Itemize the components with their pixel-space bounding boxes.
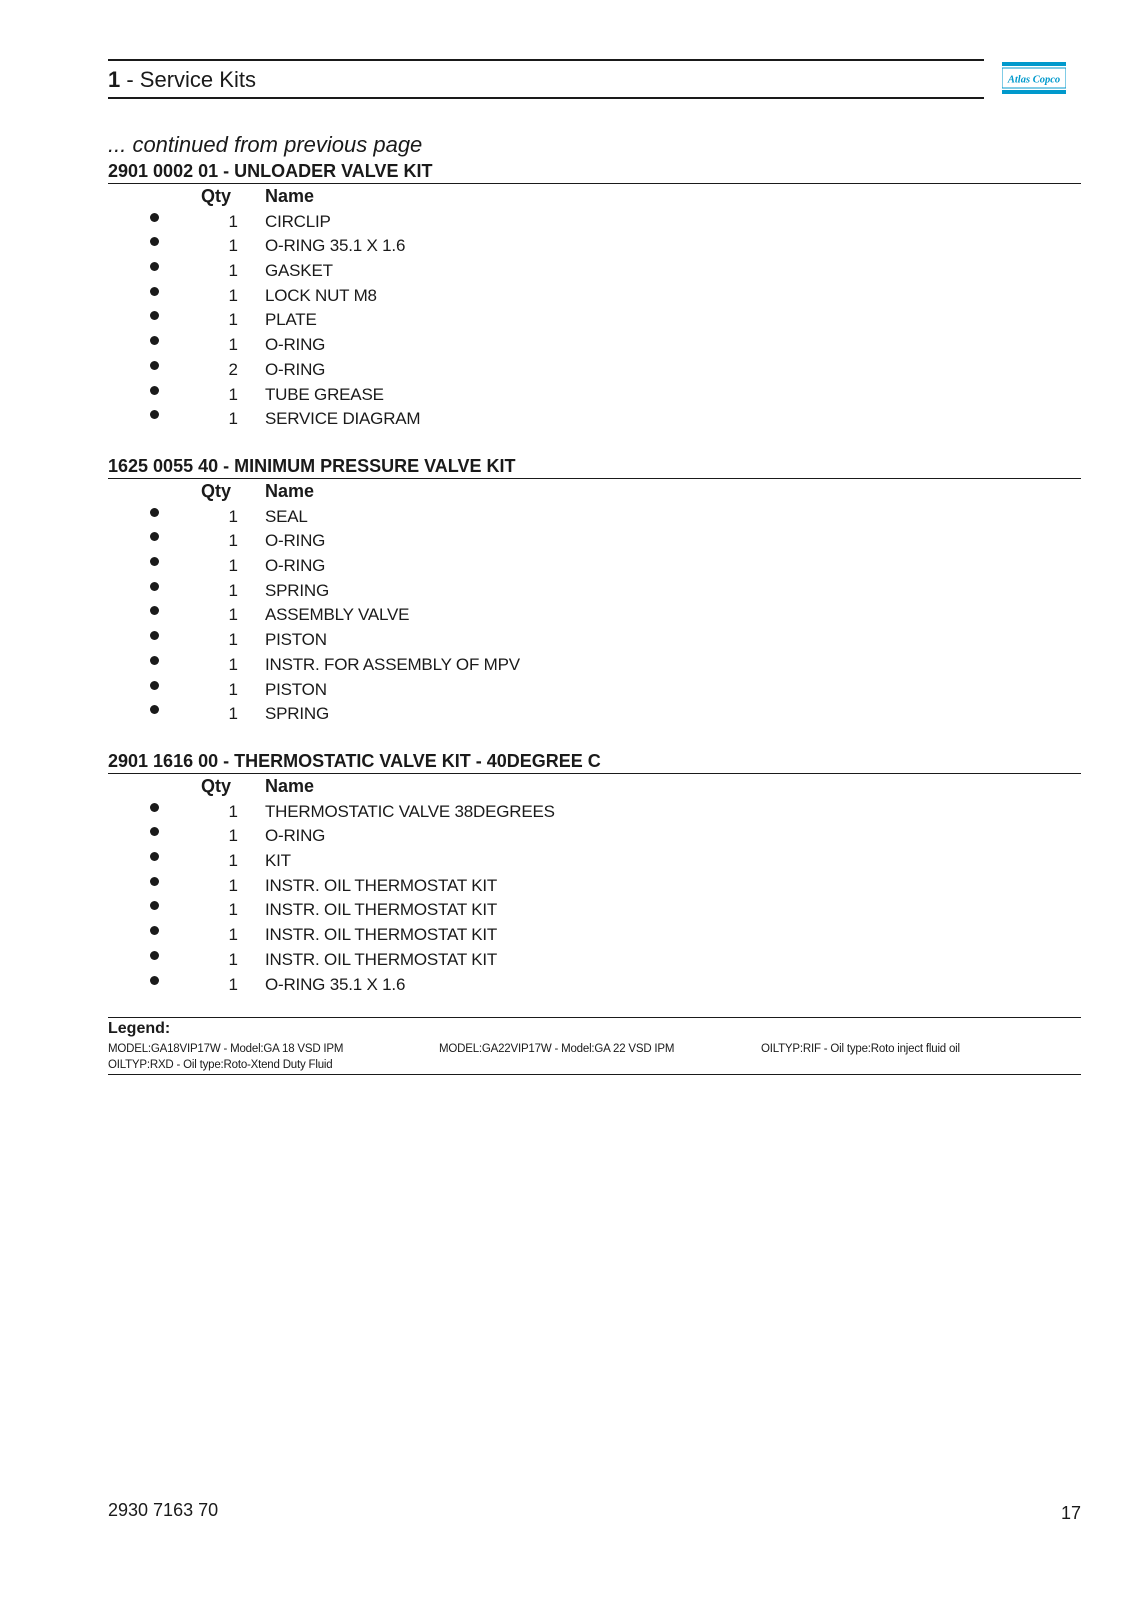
- bullet-icon: [150, 877, 159, 886]
- kit-item-row: [108, 823, 1081, 848]
- bullet-icon: [150, 951, 159, 960]
- document-number: 2930 7163 70: [108, 1500, 219, 1520]
- legend-entry: OILTYP:RIF - Oil type:Roto inject fluid oil: [761, 1043, 960, 1055]
- bullet-icon: [150, 410, 159, 419]
- kit-item-row: [108, 357, 1081, 382]
- kit-title: 2901 0002 01 - UNLOADER VALVE KIT: [108, 159, 1081, 184]
- kit-item-row: [108, 258, 1081, 283]
- column-header: [108, 184, 1081, 209]
- bullet-icon: [150, 361, 159, 370]
- item-qty: 1: [228, 925, 238, 945]
- kit-section: [108, 749, 1081, 996]
- item-qty: 1: [228, 531, 238, 551]
- kit-item-row: [108, 848, 1081, 873]
- kit-item-row: [108, 922, 1081, 947]
- page-number: 17: [1060, 1503, 1081, 1523]
- kit-item-row: [108, 209, 1081, 234]
- qty-column-header: Qty: [201, 481, 232, 501]
- kit-item-row: [108, 553, 1081, 578]
- bullet-icon: [150, 582, 159, 591]
- column-header: [108, 774, 1081, 799]
- item-qty: 1: [228, 384, 238, 404]
- kit-item-row: [108, 528, 1081, 553]
- item-name: INSTR. OIL THERMOSTAT KIT: [265, 949, 498, 969]
- item-name: INSTR. OIL THERMOSTAT KIT: [265, 875, 498, 895]
- item-qty: 2: [228, 359, 238, 379]
- bullet-icon: [150, 262, 159, 271]
- item-qty: 1: [228, 605, 238, 625]
- item-qty: 1: [228, 310, 238, 330]
- bullet-icon: [150, 311, 159, 320]
- kit-item-row: [108, 873, 1081, 898]
- item-qty: 1: [228, 285, 238, 305]
- page-header: [108, 59, 984, 99]
- bullet-icon: [150, 237, 159, 246]
- item-qty: 1: [228, 335, 238, 355]
- section-title-text: - Service Kits: [120, 67, 256, 92]
- item-qty: 1: [228, 409, 238, 429]
- item-qty: 1: [228, 679, 238, 699]
- kit-item-row: [108, 627, 1081, 652]
- kit-title: 2901 1616 00 - THERMOSTATIC VALVE KIT - 40DEGREE C: [108, 749, 1081, 774]
- kit-item-row: [108, 701, 1081, 726]
- kit-item-row: [108, 677, 1081, 702]
- item-name: GASKET: [265, 261, 333, 281]
- item-qty: 1: [228, 949, 238, 969]
- item-name: INSTR. OIL THERMOSTAT KIT: [265, 925, 498, 945]
- item-name: O-RING: [265, 556, 326, 576]
- kit-title: 1625 0055 40 - MINIMUM PRESSURE VALVE KIT: [108, 454, 1081, 479]
- item-name: TUBE GREASE: [265, 384, 384, 404]
- kit-item-row: [108, 504, 1081, 529]
- item-name: THERMOSTATIC VALVE 38DEGREES: [265, 801, 555, 821]
- item-name: PISTON: [265, 679, 327, 699]
- name-column-header: Name: [265, 186, 315, 206]
- bullet-icon: [150, 705, 159, 714]
- item-name: ASSEMBLY VALVE: [265, 605, 410, 625]
- item-qty: 1: [228, 851, 238, 871]
- bullet-icon: [150, 508, 159, 517]
- kit-item-row: [108, 578, 1081, 603]
- continued-note: ... continued from previous page: [108, 132, 423, 157]
- bullet-icon: [150, 976, 159, 985]
- legend-title: Legend:: [108, 1020, 171, 1037]
- legend-entry: OILTYP:RXD - Oil type:Roto-Xtend Duty Fluid: [108, 1059, 333, 1071]
- svg-text:Atlas Copco: Atlas Copco: [1007, 74, 1061, 86]
- legend-entry: MODEL:GA18VIP17W - Model:GA 18 VSD IPM: [108, 1043, 344, 1055]
- kit-item-row: [108, 332, 1081, 357]
- bullet-icon: [150, 532, 159, 541]
- bullet-icon: [150, 631, 159, 640]
- item-qty: 1: [228, 236, 238, 256]
- item-name: INSTR. OIL THERMOSTAT KIT: [265, 900, 498, 920]
- kit-item-row: [108, 233, 1081, 258]
- bullet-icon: [150, 852, 159, 861]
- bullet-icon: [150, 287, 159, 296]
- kit-item-row: [108, 799, 1081, 824]
- item-qty: 1: [228, 801, 238, 821]
- legend-entry: MODEL:GA22VIP17W - Model:GA 22 VSD IPM: [439, 1043, 675, 1055]
- bullet-icon: [150, 557, 159, 566]
- kit-item-row: [108, 406, 1081, 431]
- section-title: [108, 67, 256, 93]
- kit-section: [108, 159, 1081, 431]
- column-header: [108, 479, 1081, 504]
- item-name: SPRING: [265, 580, 329, 600]
- item-name: O-RING 35.1 X 1.6: [265, 236, 406, 256]
- bullet-icon: [150, 336, 159, 345]
- legend: [108, 1017, 1081, 1075]
- kit-item-row: [108, 382, 1081, 407]
- item-name: O-RING: [265, 335, 326, 355]
- name-column-header: Name: [265, 481, 315, 501]
- item-qty: 1: [228, 974, 238, 994]
- item-qty: 1: [228, 580, 238, 600]
- qty-column-header: Qty: [201, 776, 232, 796]
- item-qty: 1: [228, 826, 238, 846]
- bullet-icon: [150, 901, 159, 910]
- item-qty: 1: [228, 704, 238, 724]
- item-name: O-RING: [265, 826, 326, 846]
- bullet-icon: [150, 213, 159, 222]
- item-name: PLATE: [265, 310, 317, 330]
- item-name: PISTON: [265, 630, 327, 650]
- kit-item-row: [108, 307, 1081, 332]
- item-name: O-RING: [265, 359, 326, 379]
- item-qty: 1: [228, 875, 238, 895]
- item-qty: 1: [228, 630, 238, 650]
- kit-item-row: [108, 652, 1081, 677]
- item-name: CIRCLIP: [265, 211, 331, 231]
- item-name: LOCK NUT M8: [265, 285, 377, 305]
- bullet-icon: [150, 606, 159, 615]
- kit-item-row: [108, 602, 1081, 627]
- item-name: O-RING 35.1 X 1.6: [265, 974, 406, 994]
- kit-item-row: [108, 947, 1081, 972]
- item-name: INSTR. FOR ASSEMBLY OF MPV: [265, 654, 520, 674]
- kit-item-row: [108, 972, 1081, 997]
- item-qty: 1: [228, 211, 238, 231]
- atlas-copco-logo: [1002, 62, 1066, 94]
- kit-item-row: [108, 283, 1081, 308]
- item-name: SPRING: [265, 704, 329, 724]
- name-column-header: Name: [265, 776, 315, 796]
- bullet-icon: [150, 681, 159, 690]
- qty-column-header: Qty: [201, 186, 232, 206]
- kit-section: [108, 454, 1081, 726]
- item-qty: 1: [228, 556, 238, 576]
- item-name: O-RING: [265, 531, 326, 551]
- item-qty: 1: [228, 654, 238, 674]
- item-qty: 1: [228, 506, 238, 526]
- bullet-icon: [150, 827, 159, 836]
- bullet-icon: [150, 926, 159, 935]
- bullet-icon: [150, 386, 159, 395]
- kit-item-row: [108, 897, 1081, 922]
- section-number: 1: [108, 67, 121, 92]
- bullet-icon: [150, 803, 159, 812]
- item-name: SERVICE DIAGRAM: [265, 409, 421, 429]
- item-qty: 1: [228, 900, 238, 920]
- bullet-icon: [150, 656, 159, 665]
- item-name: KIT: [265, 851, 291, 871]
- item-name: SEAL: [265, 506, 308, 526]
- item-qty: 1: [228, 261, 238, 281]
